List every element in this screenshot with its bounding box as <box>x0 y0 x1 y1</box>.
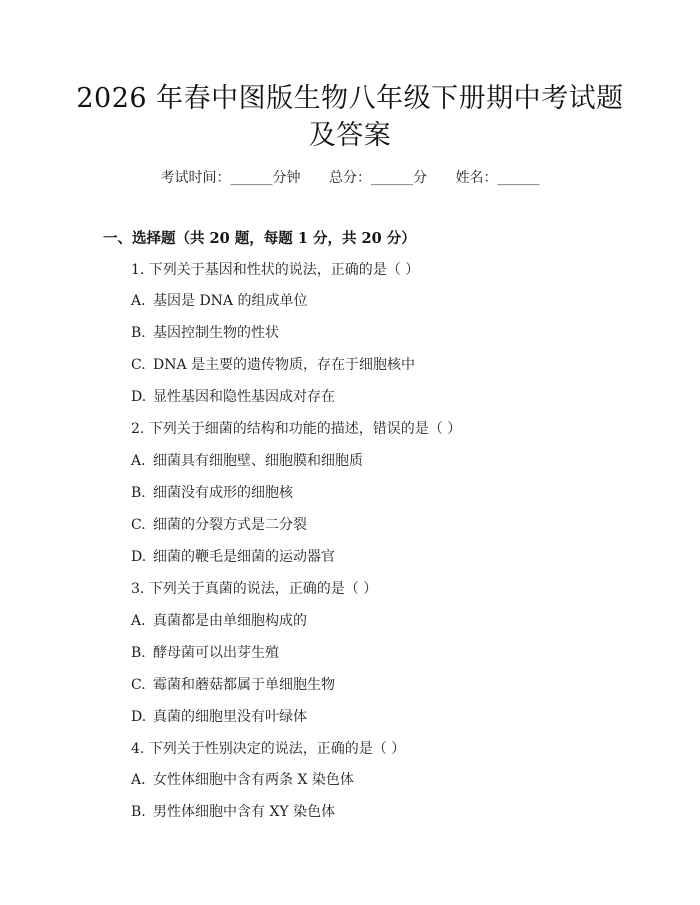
option-text: 真菌的细胞里没有叶绿体 <box>153 709 307 725</box>
question-4-stem: 4. 下列关于性别决定的说法，正确的是（ ） <box>131 741 406 757</box>
option-letter: D. <box>131 549 147 565</box>
option-letter: A. <box>131 293 146 309</box>
question-3-stem: 3. 下列关于真菌的说法，正确的是（ ） <box>131 581 378 597</box>
question-3-option-c <box>131 675 335 695</box>
question-3-option-d <box>131 707 307 727</box>
student-name-label: 姓名：______ <box>455 170 540 186</box>
option-letter: B. <box>131 645 146 661</box>
option-letter: A. <box>131 613 146 629</box>
option-letter: C. <box>131 357 146 373</box>
option-letter: A. <box>131 453 146 469</box>
exam-time-label: 考试时间：______分钟 <box>160 170 301 186</box>
document-title-line-2: 及答案 <box>308 120 392 151</box>
option-letter: C. <box>131 677 146 693</box>
question-1-option-a <box>131 291 308 311</box>
option-letter: B. <box>131 485 146 501</box>
question-4-option-a <box>131 770 354 790</box>
question-2-stem: 2. 下列关于细菌的结构和功能的描述，错误的是（ ） <box>131 421 462 437</box>
option-text: 细菌具有细胞壁、细胞膜和细胞质 <box>153 453 363 469</box>
question-1-option-c <box>131 355 415 375</box>
option-text: 细菌没有成形的细胞核 <box>153 485 293 501</box>
section-heading-multiple-choice: 一、选择题（共 20 题，每题 1 分，共 20 分） <box>103 230 416 247</box>
exam-meta-row <box>0 168 700 188</box>
option-text: DNA 是主要的遗传物质，存在于细胞核中 <box>153 357 416 373</box>
document-title-line-1: 2026 年春中图版生物八年级下册期中考试题 <box>76 83 624 114</box>
option-text: 酵母菌可以出芽生殖 <box>153 645 279 661</box>
question-2-option-c <box>131 515 307 535</box>
option-letter: B. <box>131 804 146 820</box>
question-1-stem: 1. 下列关于基因和性状的说法，正确的是（ ） <box>131 262 420 278</box>
question-3-option-b <box>131 643 279 663</box>
option-text: 真菌都是由单细胞构成的 <box>153 613 307 629</box>
question-1-option-d <box>131 387 335 407</box>
option-text: 女性体细胞中含有两条 X 染色体 <box>153 772 354 788</box>
question-3-option-a <box>131 611 307 631</box>
option-letter: C. <box>131 517 146 533</box>
option-letter: B. <box>131 325 146 341</box>
option-text: 细菌的分裂方式是二分裂 <box>153 517 307 533</box>
option-text: 基因是 DNA 的组成单位 <box>153 293 308 309</box>
total-score-label: 总分：______分 <box>329 170 427 186</box>
option-letter: D. <box>131 709 147 725</box>
option-text: 基因控制生物的性状 <box>153 325 279 341</box>
option-letter: D. <box>131 389 147 405</box>
option-text: 显性基因和隐性基因成对存在 <box>153 389 335 405</box>
question-2-option-b <box>131 483 293 503</box>
option-text: 霉菌和蘑菇都属于单细胞生物 <box>153 677 335 693</box>
option-text: 细菌的鞭毛是细菌的运动器官 <box>153 549 335 565</box>
question-2-option-d <box>131 547 335 567</box>
question-2-option-a <box>131 451 363 471</box>
question-1-option-b <box>131 323 279 343</box>
question-4-option-b <box>131 802 335 822</box>
option-letter: A. <box>131 772 146 788</box>
option-text: 男性体细胞中含有 XY 染色体 <box>153 804 336 820</box>
